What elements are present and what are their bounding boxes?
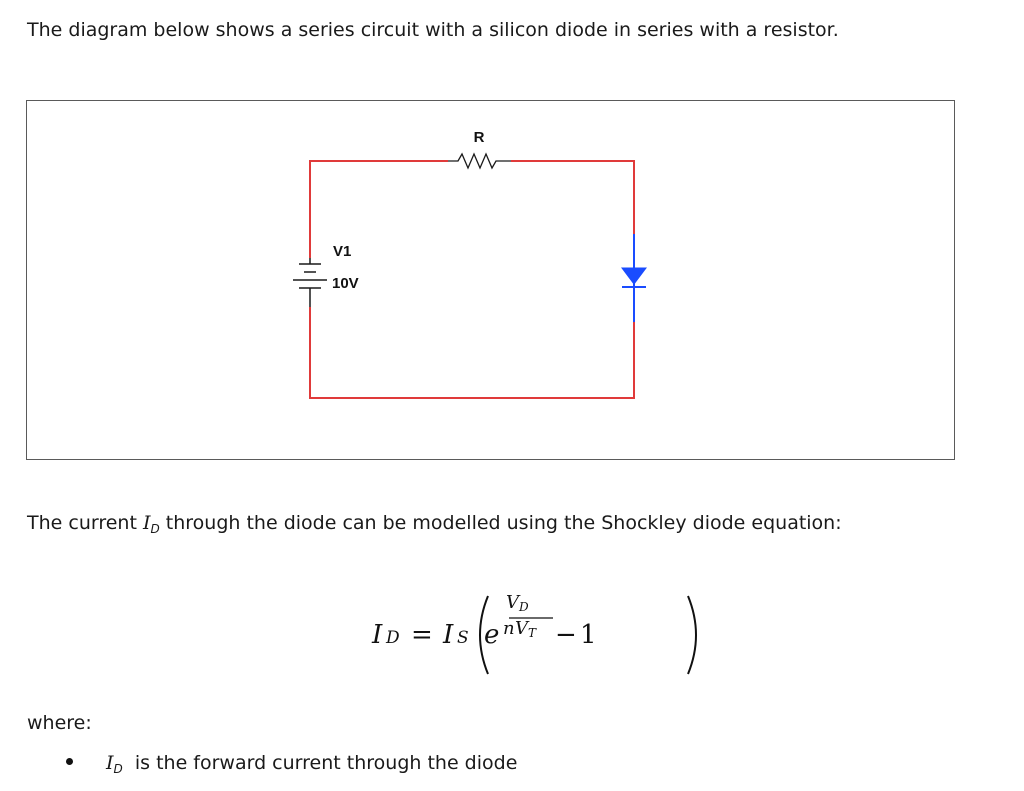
bullet-dot (66, 758, 73, 765)
intro-text: The diagram below shows a series circuit with a silicon diode in series with a resistor. (27, 19, 839, 41)
current-symbol: I (142, 512, 151, 534)
current-description: The current $I_D$ through the diode can be modelled using the Shockley diode equation: (27, 512, 842, 536)
wire-top-left (310, 161, 448, 258)
where-label: where: (27, 712, 92, 734)
battery-symbol (293, 258, 327, 307)
source-name: V1 (333, 243, 352, 260)
bullet-item: $I_D$ is the forward current through the diode (106, 752, 518, 776)
circuit-svg (27, 101, 956, 461)
resistor-symbol (448, 154, 511, 168)
wire-left-bottom (310, 307, 634, 398)
wire-top-right (511, 161, 634, 234)
diode-symbol (622, 234, 646, 322)
circuit-diagram (26, 100, 955, 460)
source-value: 10V (332, 275, 359, 292)
resistor-label: R (473, 129, 485, 146)
